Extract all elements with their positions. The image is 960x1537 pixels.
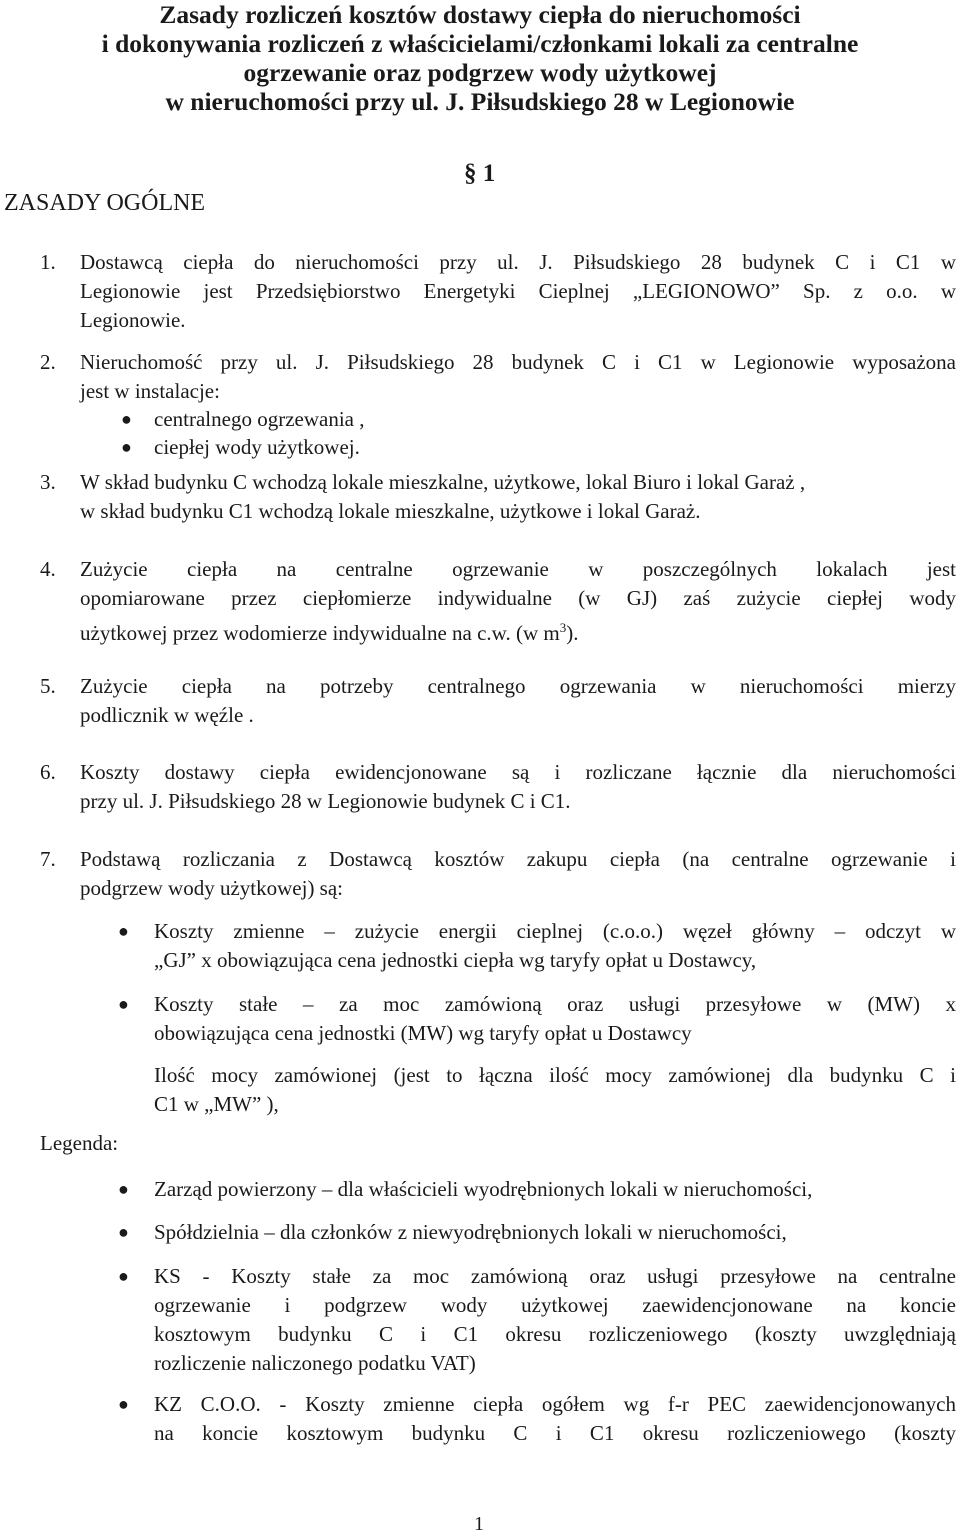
item-text: [80, 468, 956, 526]
text-line: Legionowie.: [80, 308, 186, 332]
bullet-dot: ●: [118, 1179, 129, 1199]
bullet-dot: ●: [121, 437, 132, 457]
superscript: 3: [559, 620, 567, 635]
bullet-text: [154, 917, 956, 975]
text-line: C1 w „MW” ),: [154, 1092, 279, 1116]
section-symbol: § 1: [464, 160, 496, 187]
bullet-text: [154, 1390, 956, 1448]
item-text: [80, 248, 956, 335]
text-line: „GJ” x obowiązująca cena jednostki ciepła wg taryfy opłat u Dostawcy,: [154, 948, 757, 972]
bullet-text: ciepłej wody użytkowej.: [154, 435, 360, 459]
item-number: 3.: [40, 470, 56, 494]
section-heading: ZASADY OGÓLNE: [4, 190, 206, 216]
text-line: Podstawą rozliczania z Dostawcą kosztów zakupu ciepła (na centralne ogrzewanie i: [80, 847, 956, 871]
page-number: 1: [474, 1513, 484, 1535]
item-text: [80, 845, 956, 903]
item-text: [80, 348, 956, 406]
text-line: KS - Koszty stałe za moc zamówioną oraz usługi przesyłowe na centralne: [154, 1264, 956, 1288]
text-line: Koszty zmienne – zużycie energii cieplnej (c.o.o.) węzeł główny – odczyt w: [154, 919, 956, 943]
text-line: KZ C.O.O. - Koszty zmienne ciepła ogółem wg f-r PEC zaewidencjonowanych: [154, 1392, 956, 1416]
bullet-text: [154, 990, 956, 1048]
text-line: Zużycie ciepła na potrzeby centralnego ogrzewania w nieruchomości mierzy: [80, 674, 956, 698]
title-line: i dokonywania rozliczeń z właścicielami/członkami lokali za centralne: [101, 29, 859, 58]
bullet-text: [154, 1175, 956, 1204]
text-fragment: użytkowej przez wodomierze indywidualne na c.w. (w m: [80, 621, 560, 645]
bullet-text: [154, 1218, 956, 1247]
text-line: Nieruchomość przy ul. J. Piłsudskiego 28 budynek C i C1 w Legionowie wyposażona: [80, 350, 956, 374]
bullet-dot: ●: [118, 1394, 129, 1414]
title-line: Zasady rozliczeń kosztów dostawy ciepła do nieruchomości: [159, 0, 801, 29]
text-line: kosztowym budynku C i C1 okresu rozliczeniowego (koszty uwzględniają: [154, 1322, 956, 1346]
item-number: 7.: [40, 847, 56, 871]
bullet-dot: ●: [118, 1266, 129, 1286]
text-line: podlicznik w węźle .: [80, 703, 254, 727]
item-number: 5.: [40, 674, 56, 698]
text-line: opomiarowane przez ciepłomierze indywidualne (w GJ) zaś zużycie ciepłej wody: [80, 586, 956, 610]
title-line: ogrzewanie oraz podgrzew wody użytkowej: [243, 58, 717, 87]
legenda-label: Legenda:: [40, 1131, 119, 1155]
title-line: w nieruchomości przy ul. J. Piłsudskiego 28 w Legionowie: [165, 87, 795, 116]
text-line: Zużycie ciepła na centralne ogrzewanie w poszczególnych lokalach jest: [80, 557, 956, 581]
ilosc-mocy-text: [154, 1061, 956, 1119]
text-line: w skład budynku C1 wchodzą lokale mieszkalne, użytkowe i lokal Garaż.: [80, 499, 701, 523]
text-line: Koszty stałe – za moc zamówioną oraz usługi przesyłowe w (MW) x: [154, 992, 956, 1016]
bullet-dot: ●: [118, 1222, 129, 1242]
text-line: Legionowie jest Przedsiębiorstwo Energetyki Cieplnej „LEGIONOWO” Sp. z o.o. w: [80, 279, 956, 303]
text-line: Koszty dostawy ciepła ewidencjonowane są i rozliczane łącznie dla nieruchomości: [80, 760, 956, 784]
text-line: obowiązująca cena jednostki (MW) wg taryfy opłat u Dostawcy: [154, 1021, 692, 1045]
item-number: 1.: [40, 250, 56, 274]
bullet-text: [154, 1262, 956, 1378]
text-line: rozliczenie naliczonego podatku VAT): [154, 1351, 476, 1375]
item-text: [80, 555, 956, 648]
text-line: jest w instalacje:: [80, 379, 220, 403]
text-line: Ilość mocy zamówionej (jest to łączna ilość mocy zamówionej dla budynku C i: [154, 1063, 956, 1087]
bullet-dot: ●: [118, 994, 129, 1014]
text-line: W skład budynku C wchodzą lokale mieszkalne, użytkowe, lokal Biuro i lokal Garaż ,: [80, 470, 806, 494]
text-line: ogrzewanie i podgrzew wody użytkowej zaewidencjonowane na koncie: [154, 1293, 956, 1317]
item-text: [80, 758, 956, 816]
text-line: Spółdzielnia – dla członków z niewyodrębnionych lokali w nieruchomości,: [154, 1220, 787, 1244]
bullet-dot: ●: [121, 409, 132, 429]
item-text: [80, 672, 956, 730]
document-title: [60, 0, 900, 116]
text-fragment: ).: [566, 621, 579, 645]
bullet-dot: ●: [118, 921, 129, 941]
item-number: 2.: [40, 350, 56, 374]
item-number: 4.: [40, 557, 56, 581]
text-line: przy ul. J. Piłsudskiego 28 w Legionowie budynek C i C1.: [80, 789, 571, 813]
bullet-text: centralnego ogrzewania ,: [154, 407, 365, 431]
text-line: Zarząd powierzony – dla właścicieli wyodrębnionych lokali w nieruchomości,: [154, 1177, 813, 1201]
text-line: podgrzew wody użytkowej) są:: [80, 876, 344, 900]
text-line: [80, 613, 956, 648]
text-line: Dostawcą ciepła do nieruchomości przy ul. J. Piłsudskiego 28 budynek C i C1 w: [80, 250, 956, 274]
text-line: na koncie kosztowym budynku C i C1 okresu rozliczeniowego (koszty: [154, 1421, 956, 1445]
item-number: 6.: [40, 760, 56, 784]
